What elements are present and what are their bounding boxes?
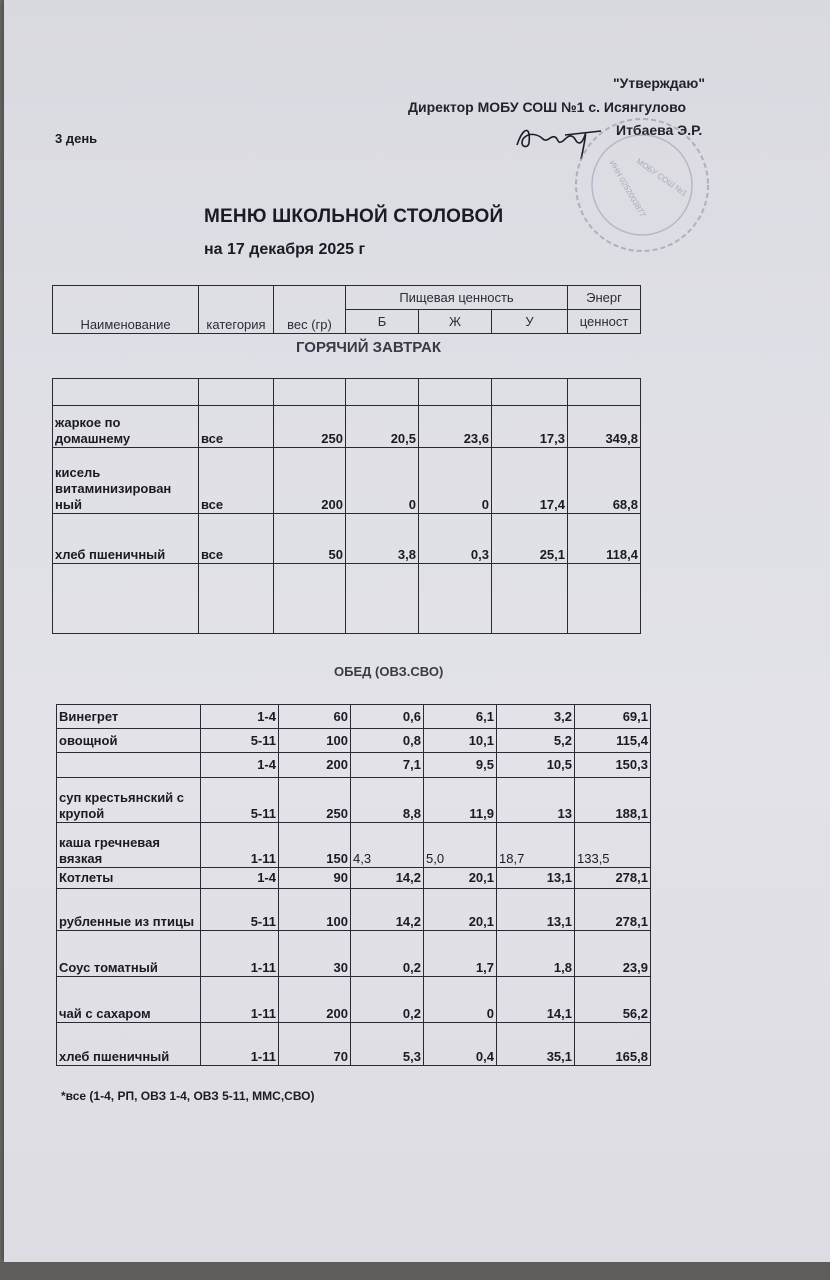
dish-weight: 30 — [279, 931, 351, 977]
breakfast-title: ГОРЯЧИЙ ЗАВТРАК — [296, 339, 441, 356]
dish-energy: 349,8 — [568, 406, 641, 448]
dish-protein: 20,5 — [346, 406, 419, 448]
header-weight: вес (гр) — [274, 286, 346, 334]
dish-category: все — [199, 448, 274, 514]
dish-category: 5-11 — [201, 889, 279, 931]
dish-energy: 56,2 — [575, 977, 651, 1023]
menu-date: на 17 декабря 2025 г — [204, 241, 366, 258]
lunch-row — [57, 868, 651, 889]
dish-fat: 1,7 — [424, 931, 497, 977]
dish-energy: 115,4 — [575, 729, 651, 753]
dish-protein: 7,1 — [351, 753, 424, 778]
dish-protein: 0,6 — [351, 705, 424, 729]
breakfast-empty-row — [53, 379, 641, 406]
dish-category: 1-11 — [201, 931, 279, 977]
lunch-row — [57, 1023, 651, 1066]
dish-name: Котлеты — [57, 868, 201, 889]
header-fat: Ж — [419, 310, 492, 334]
dish-category: 1-11 — [201, 823, 279, 868]
dish-carbs: 14,1 — [497, 977, 575, 1023]
dish-category: 1-11 — [201, 1023, 279, 1066]
lunch-row — [57, 977, 651, 1023]
breakfast-row — [53, 514, 641, 564]
dish-weight: 100 — [279, 729, 351, 753]
menu-title: МЕНЮ ШКОЛЬНОЙ СТОЛОВОЙ — [204, 206, 504, 227]
dish-fat: 9,5 — [424, 753, 497, 778]
dish-fat: 0 — [419, 448, 492, 514]
dish-category: 5-11 — [201, 729, 279, 753]
dish-name: кисель витаминизирован ный — [53, 448, 199, 514]
breakfast-empty-row — [53, 564, 641, 634]
dish-weight: 200 — [279, 977, 351, 1023]
lunch-table — [56, 704, 651, 1066]
dish-carbs: 25,1 — [492, 514, 568, 564]
lunch-row — [57, 889, 651, 931]
lunch-title: ОБЕД (ОВЗ.СВО) — [334, 664, 444, 679]
dish-energy: 150,3 — [575, 753, 651, 778]
dish-protein: 4,3 — [351, 823, 424, 868]
svg-text:МОБУ СОШ №1: МОБУ СОШ №1 — [634, 156, 689, 199]
dish-carbs: 18,7 — [497, 823, 575, 868]
approval-name: Итбаева Э.Р. — [616, 122, 703, 138]
dish-name — [57, 753, 201, 778]
dish-weight: 150 — [279, 823, 351, 868]
school-stamp — [562, 110, 722, 260]
lunch-row — [57, 778, 651, 823]
dish-protein: 0,8 — [351, 729, 424, 753]
dish-weight: 200 — [274, 448, 346, 514]
dish-weight: 60 — [279, 705, 351, 729]
breakfast-row — [53, 406, 641, 448]
dish-carbs: 13,1 — [497, 868, 575, 889]
dish-energy: 188,1 — [575, 778, 651, 823]
dish-weight: 200 — [279, 753, 351, 778]
dish-weight: 250 — [274, 406, 346, 448]
header-name: Наименование — [53, 286, 199, 334]
dish-carbs: 35,1 — [497, 1023, 575, 1066]
dish-energy: 165,8 — [575, 1023, 651, 1066]
dish-category: все — [199, 514, 274, 564]
lunch-row — [57, 705, 651, 729]
dish-category: 1-4 — [201, 753, 279, 778]
dish-category: 1-11 — [201, 977, 279, 1023]
dish-name: овощной — [57, 729, 201, 753]
dish-fat: 10,1 — [424, 729, 497, 753]
dish-protein: 8,8 — [351, 778, 424, 823]
day-label: 3 день — [55, 131, 98, 146]
dish-carbs: 17,3 — [492, 406, 568, 448]
dish-category: 1-4 — [201, 705, 279, 729]
dish-category: 1-4 — [201, 868, 279, 889]
svg-text:ИНН 0252003877: ИНН 0252003877 — [607, 158, 648, 219]
header-energy-bottom: ценност — [568, 310, 641, 334]
dish-energy: 23,9 — [575, 931, 651, 977]
header-category: категория — [199, 286, 274, 334]
dish-fat: 0,3 — [419, 514, 492, 564]
lunch-row — [57, 823, 651, 868]
dish-carbs: 5,2 — [497, 729, 575, 753]
dish-fat: 0,4 — [424, 1023, 497, 1066]
dish-energy: 278,1 — [575, 868, 651, 889]
dish-protein: 14,2 — [351, 889, 424, 931]
menu-sheet — [4, 0, 830, 1262]
dish-name: Винегрет — [57, 705, 201, 729]
dish-protein: 0 — [346, 448, 419, 514]
dish-fat: 6,1 — [424, 705, 497, 729]
dish-fat: 20,1 — [424, 889, 497, 931]
breakfast-table — [52, 378, 641, 634]
lunch-row — [57, 753, 651, 778]
approval-director: Директор МОБУ СОШ №1 с. Исянгулово — [408, 99, 687, 115]
dish-name: хлеб пшеничный — [57, 1023, 201, 1066]
dish-protein: 5,3 — [351, 1023, 424, 1066]
dish-carbs: 10,5 — [497, 753, 575, 778]
dish-weight: 250 — [279, 778, 351, 823]
dish-name: рубленные из птицы — [57, 889, 201, 931]
header-carbs: У — [492, 310, 568, 334]
dish-protein: 0,2 — [351, 931, 424, 977]
dish-energy: 118,4 — [568, 514, 641, 564]
dish-carbs: 1,8 — [497, 931, 575, 977]
dish-energy: 68,8 — [568, 448, 641, 514]
dish-energy: 133,5 — [575, 823, 651, 868]
dish-category: все — [199, 406, 274, 448]
dish-fat: 5,0 — [424, 823, 497, 868]
dish-protein: 0,2 — [351, 977, 424, 1023]
dish-weight: 70 — [279, 1023, 351, 1066]
dish-name: чай с сахаром — [57, 977, 201, 1023]
dish-energy: 69,1 — [575, 705, 651, 729]
approval-heading: "Утверждаю" — [613, 75, 705, 91]
dish-category: 5-11 — [201, 778, 279, 823]
dish-weight: 90 — [279, 868, 351, 889]
header-nutrition: Пищевая ценность — [346, 286, 568, 310]
dish-carbs: 17,4 — [492, 448, 568, 514]
lunch-row — [57, 729, 651, 753]
dish-protein: 14,2 — [351, 868, 424, 889]
header-energy-top: Энерг — [568, 286, 641, 310]
dish-weight: 50 — [274, 514, 346, 564]
menu-header-table — [52, 285, 641, 334]
lunch-row — [57, 931, 651, 977]
dish-name: суп крестьянский с крупой — [57, 778, 201, 823]
dish-carbs: 13,1 — [497, 889, 575, 931]
dish-fat: 20,1 — [424, 868, 497, 889]
dish-name: Соус томатный — [57, 931, 201, 977]
footnote: *все (1-4, РП, ОВЗ 1-4, ОВЗ 5-11, ММС,СВО) — [61, 1089, 315, 1103]
breakfast-row — [53, 448, 641, 514]
table-surface — [0, 1262, 830, 1280]
dish-fat: 0 — [424, 977, 497, 1023]
dish-fat: 23,6 — [419, 406, 492, 448]
dish-carbs: 13 — [497, 778, 575, 823]
dish-protein: 3,8 — [346, 514, 419, 564]
header-protein: Б — [346, 310, 419, 334]
dish-name: жаркое по домашнему — [53, 406, 199, 448]
dish-name: каша гречневая вязкая — [57, 823, 201, 868]
dish-energy: 278,1 — [575, 889, 651, 931]
dish-carbs: 3,2 — [497, 705, 575, 729]
dish-fat: 11,9 — [424, 778, 497, 823]
dish-weight: 100 — [279, 889, 351, 931]
dish-name: хлеб пшеничный — [53, 514, 199, 564]
